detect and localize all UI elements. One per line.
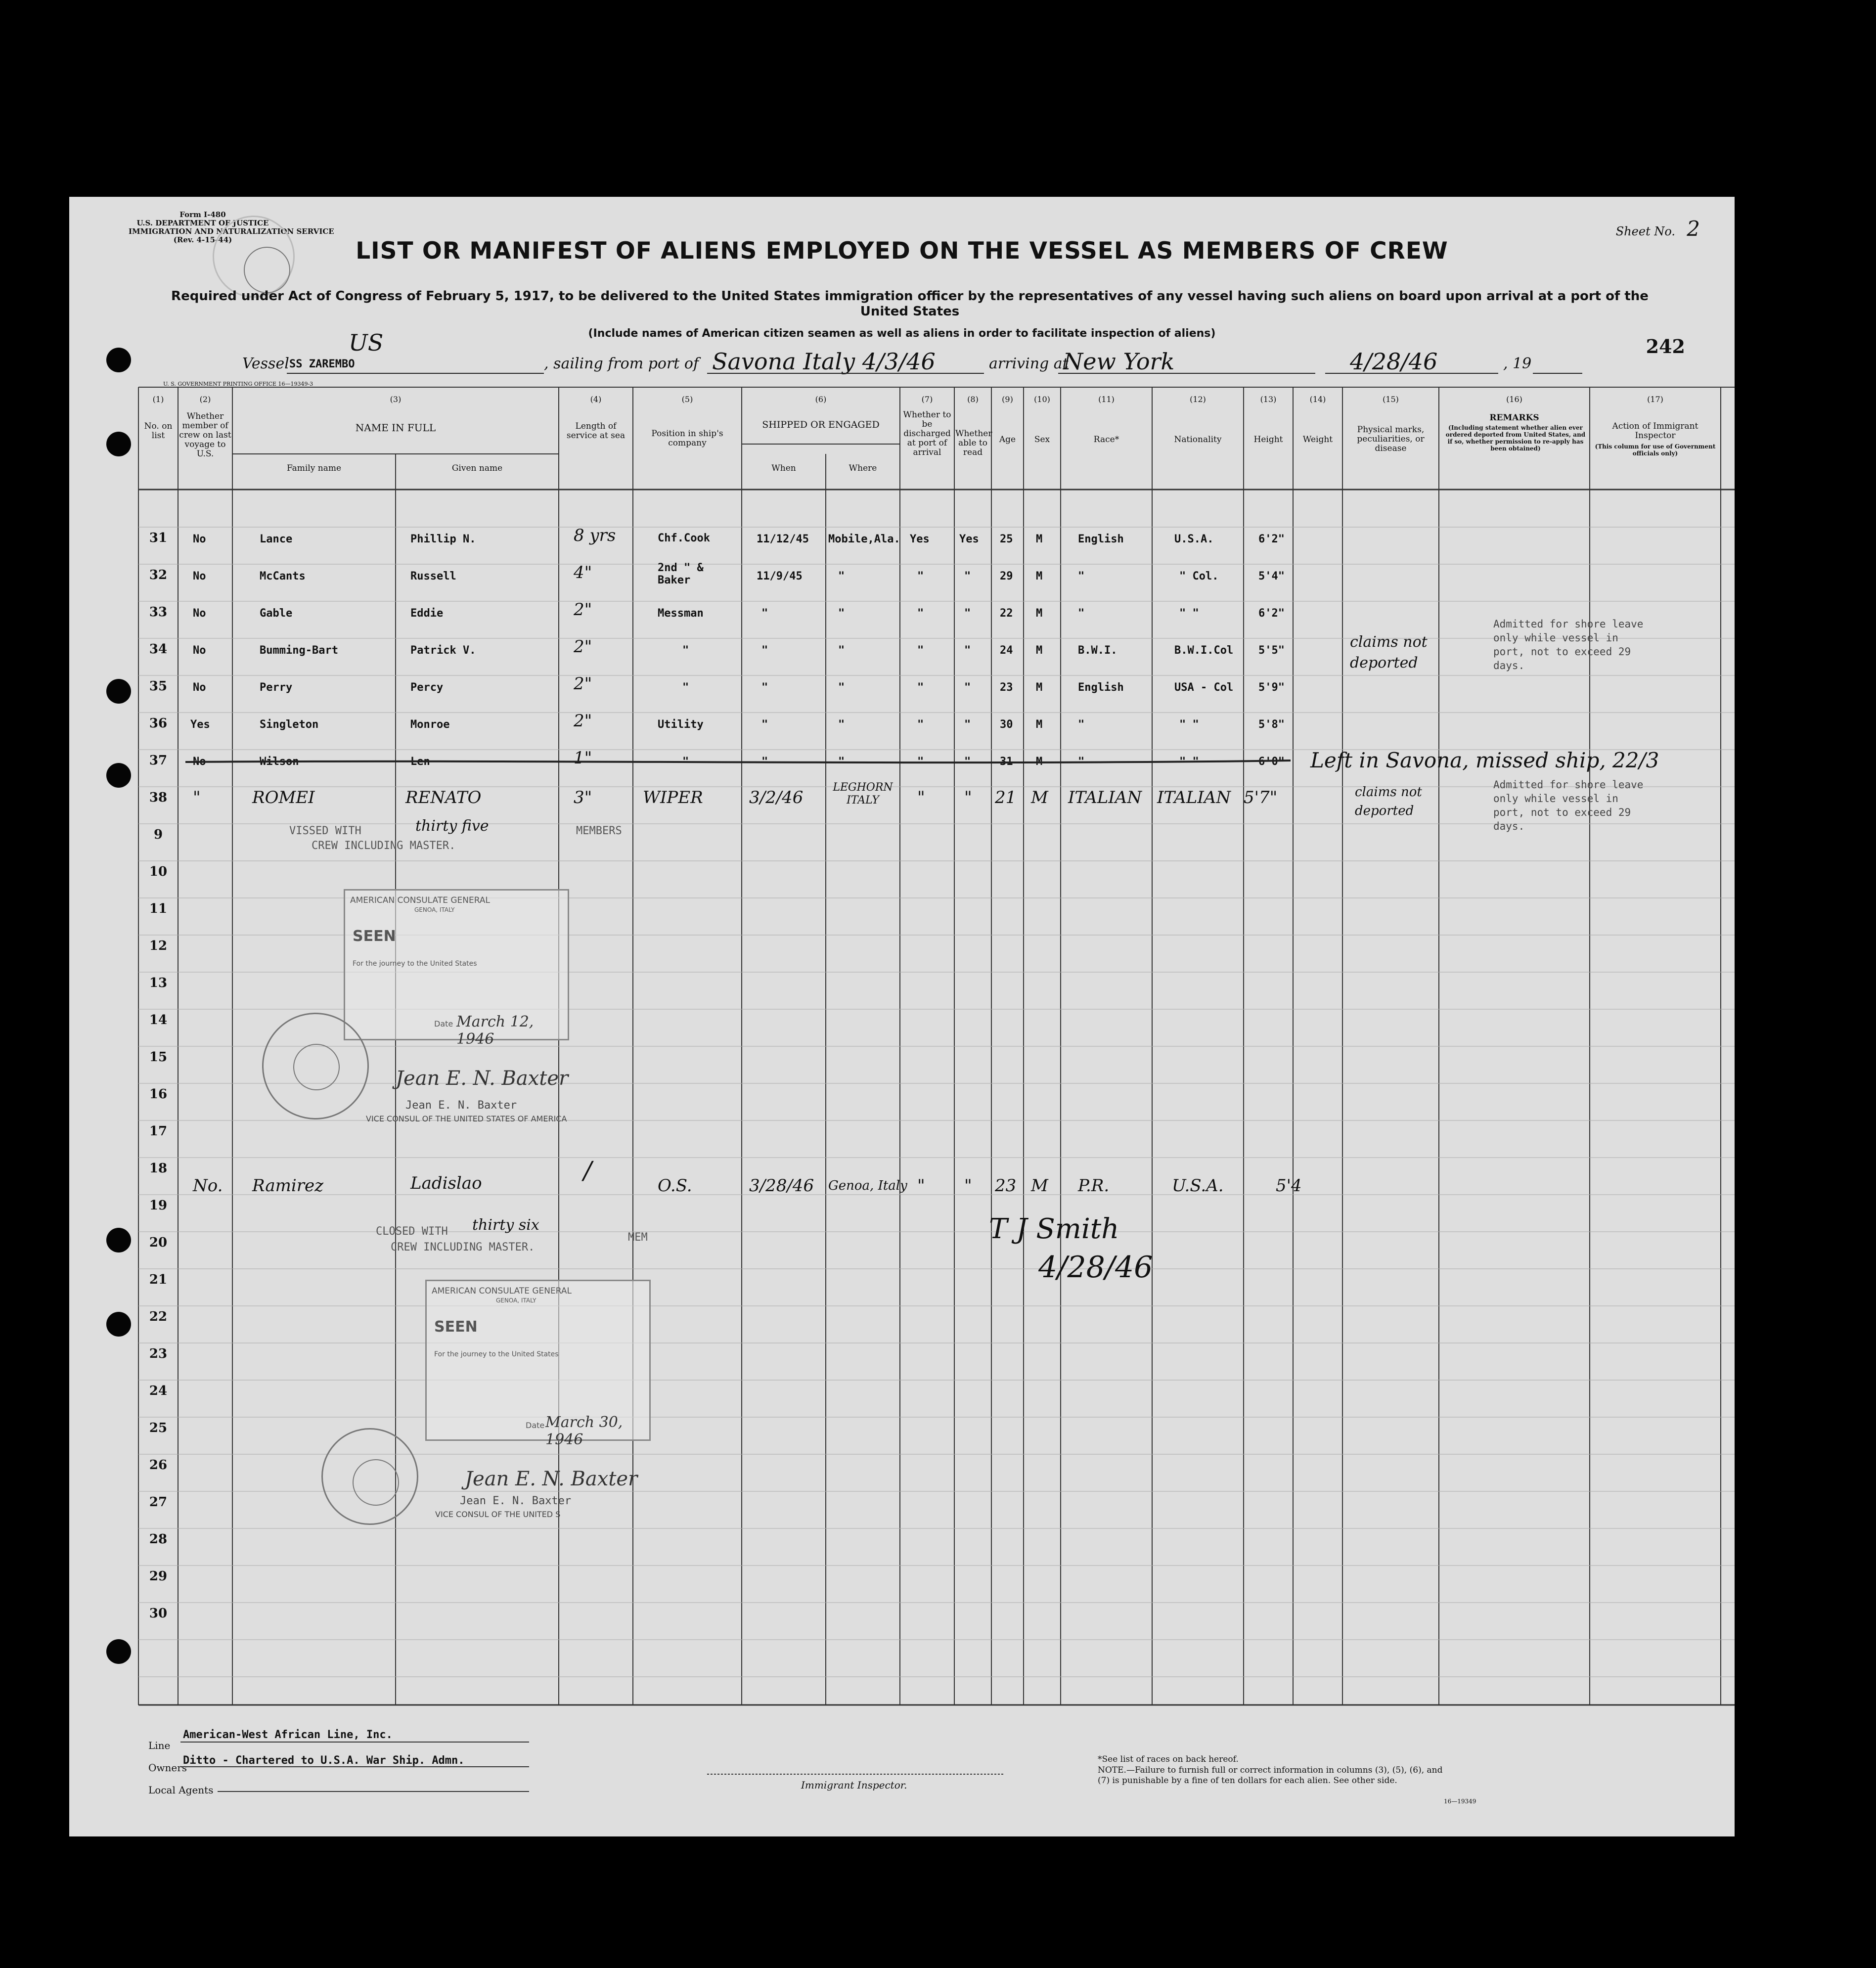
col-header-11: Race* <box>1093 435 1119 445</box>
colnum-4: (4) <box>590 395 602 404</box>
cell-discharged: " <box>917 1176 925 1196</box>
cell-family: McCants <box>260 570 306 582</box>
cell-discharged: Yes <box>910 533 930 545</box>
cell-discharged: " <box>917 644 924 657</box>
cell-given: Russell <box>410 570 456 582</box>
closed-with-members: MEM <box>628 1231 648 1244</box>
row-number: 32 <box>149 568 168 582</box>
consul-signature: Jean E. N. Baxter <box>465 1468 638 1490</box>
cell-when: " <box>761 718 768 731</box>
cell-where: Genoa, Italy <box>828 1178 907 1193</box>
cell-age: 23 <box>995 1176 1017 1196</box>
sailing-port: Savona Italy 4/3/46 <box>712 348 936 375</box>
row-number: 24 <box>149 1384 168 1398</box>
row-number: 15 <box>149 1050 168 1065</box>
cell-service: 2" <box>574 637 592 657</box>
closed-with-crew: CREW INCLUDING MASTER. <box>312 840 456 852</box>
cell-age: 29 <box>1000 570 1013 582</box>
cell-family: Gable <box>260 607 293 620</box>
cell-discharged: " <box>917 756 924 768</box>
cell-family: ROMEI <box>252 788 315 807</box>
punch-hole <box>106 679 131 704</box>
row-number: 12 <box>149 939 168 953</box>
stamp-header: AMERICAN CONSULATE GENERAL <box>350 895 490 905</box>
cell-race: B.W.I. <box>1078 644 1117 657</box>
penalty-note: NOTE.—Failure to furnish full or correct information in columns (3), (5), (6), and (7) is punishable by a fine of ten dollars for each alien. See other side. <box>1098 1765 1443 1786</box>
cell-sex: M <box>1036 644 1043 657</box>
vessel-name: SS ZAREMBO <box>289 358 355 370</box>
cell-sex: M <box>1031 788 1048 807</box>
cell-sex: M <box>1036 756 1043 768</box>
cell-nationality: B.W.I.Col <box>1174 644 1234 657</box>
row-number: 14 <box>149 1013 168 1028</box>
cell-height: 5'4 <box>1276 1176 1302 1196</box>
cell-when: " <box>761 681 768 694</box>
cell-race: ITALIAN <box>1068 788 1142 807</box>
row-number: 38 <box>149 790 168 805</box>
cell-height: 5'8" <box>1258 718 1285 731</box>
punch-hole <box>106 763 131 788</box>
stamp-date: March 12, 1946 <box>456 1013 534 1048</box>
cell-sex: M <box>1036 607 1043 620</box>
cell-age: 31 <box>1000 756 1013 768</box>
cell-race: English <box>1078 681 1124 694</box>
col-header-1: No. on list <box>144 421 173 441</box>
line-value: American-West African Line, Inc. <box>183 1729 393 1741</box>
cell-read: Yes <box>959 533 979 545</box>
cell-read: " <box>964 607 971 620</box>
col-header-17: Action of Immigrant Inspector <box>1612 421 1698 441</box>
sheet-number: 2 <box>1687 217 1700 241</box>
cell-position: WIPER <box>643 788 703 807</box>
cell-age: 23 <box>1000 681 1013 694</box>
colnum-9: (9) <box>1002 395 1013 404</box>
row-number: 9 <box>153 827 163 842</box>
colnum-3: (3) <box>390 395 402 404</box>
cell-read: " <box>964 681 971 694</box>
cell-discharged: " <box>917 788 925 807</box>
closed-with-crew: CREW INCLUDING MASTER. <box>391 1241 535 1253</box>
closed-with-count: thirty six <box>472 1216 539 1234</box>
cell-height: 5'5" <box>1258 644 1285 657</box>
row-number: 26 <box>149 1458 168 1473</box>
cell-height: 6'2" <box>1258 607 1285 620</box>
cell-prev: No <box>193 607 206 620</box>
cell-position: " <box>682 756 689 768</box>
page-subtitle: Required under Act of Congress of February 5, 1917, to be delivered to the United States immigration officer by the representatives of any vessel having such aliens on board upon arrival at a port of the United States <box>171 289 1649 319</box>
cell-sex: M <box>1036 570 1043 582</box>
col-header-3: NAME IN FULL <box>355 422 436 434</box>
year-label: , 19 <box>1503 355 1532 372</box>
colnum-1: (1) <box>152 395 164 404</box>
arrival-date: 4/28/46 <box>1350 348 1438 375</box>
physical-marks-note: claims not deported <box>1350 633 1428 671</box>
row-number: 30 <box>149 1606 168 1621</box>
cell-service: / <box>583 1156 592 1185</box>
colnum-10: (10) <box>1034 395 1050 404</box>
subheader-given: Given name <box>451 463 503 473</box>
physical-marks-note: claims not deported <box>1355 785 1422 818</box>
col-header-5: Position in ship's company <box>651 429 723 448</box>
cell-service: 8 yrs <box>574 526 616 545</box>
cell-race: " <box>1078 607 1085 620</box>
cell-prev: No <box>193 644 206 657</box>
row-number: 23 <box>149 1346 168 1361</box>
cell-prev: No <box>193 681 206 694</box>
cell-where: " <box>838 681 845 694</box>
consul-printed-name: Jean E. N. Baxter <box>460 1495 572 1507</box>
cell-family: Bumming-Bart <box>260 644 338 657</box>
col-header-16: REMARKS <box>1489 413 1539 423</box>
cell-given: Monroe <box>410 718 450 731</box>
col-header-6: SHIPPED OR ENGAGED <box>762 419 880 430</box>
arriving-port: New York <box>1063 348 1175 375</box>
service: IMMIGRATION AND NATURALIZATION SERVICE <box>129 227 334 236</box>
row-number: 22 <box>149 1309 168 1324</box>
colnum-5: (5) <box>681 395 693 404</box>
cell-race: " <box>1078 570 1085 582</box>
cell-given: Percy <box>410 681 444 694</box>
subheader-family: Family name <box>286 463 342 473</box>
cell-service: 2" <box>574 711 592 731</box>
department: U.S. DEPARTMENT OF JUSTICE <box>136 219 269 227</box>
closed-with-count: thirty five <box>415 817 489 835</box>
col-header-13: Height <box>1253 435 1283 445</box>
remarks-shore-leave: Admitted for shore leave only while vessel in port, not to exceed 29 days. <box>1493 618 1644 671</box>
page-title: LIST OR MANIFEST OF ALIENS EMPLOYED ON THE VESSEL AS MEMBERS OF CREW <box>356 237 1448 265</box>
cell-race: P.R. <box>1078 1176 1110 1196</box>
cell-service: 3" <box>574 788 592 807</box>
cell-when: " <box>761 607 768 620</box>
colnum-6: (6) <box>815 395 827 404</box>
row-number: 11 <box>149 901 168 916</box>
consul-printed-name: Jean E. N. Baxter <box>405 1099 517 1112</box>
colnum-17: (17) <box>1647 395 1663 404</box>
punch-hole <box>106 1639 131 1664</box>
row-number: 27 <box>149 1495 168 1510</box>
inspector-signature: T J Smith <box>989 1213 1119 1245</box>
cell-where: Mobile,Ala. <box>828 533 900 545</box>
cell-where: " <box>838 644 845 657</box>
consul-title: VICE CONSUL OF THE UNITED S <box>435 1510 561 1519</box>
cell-race: " <box>1078 718 1085 731</box>
cell-discharged: " <box>917 718 924 731</box>
cell-height: 5'4" <box>1258 570 1285 582</box>
cell-position: Messman <box>658 607 704 620</box>
stamp-seen: SEEN <box>353 928 396 945</box>
cell-sex: M <box>1036 718 1043 731</box>
manifest-sheet <box>69 197 1735 1836</box>
vessel-prefix: US <box>349 329 384 356</box>
cell-when: 3/2/46 <box>749 788 804 807</box>
col-header-12: Nationality <box>1174 435 1222 445</box>
owners-value: Ditto - Chartered to U.S.A. War Ship. Admn. <box>183 1754 465 1767</box>
stamp-city: GENOA, ITALY <box>496 1297 536 1304</box>
cell-read: " <box>964 756 971 768</box>
closed-with-label: CLOSED WITH <box>376 1225 448 1238</box>
col-header-14: Weight <box>1302 435 1333 445</box>
consul-signature: Jean E. N. Baxter <box>396 1067 569 1090</box>
col-header-7: Whether to be discharged at port of arrival <box>903 410 951 457</box>
remarks-note: (Including statement whether alien ever ordered deported from United States, and if so, whether permission to re-apply has been obtained) <box>1445 424 1586 452</box>
row-number: 25 <box>149 1421 168 1435</box>
col-header-2: Whether member of crew on last voyage to U.S. <box>179 411 231 459</box>
closed-with-members: MEMBERS <box>576 825 622 837</box>
subheader-when: When <box>771 463 796 473</box>
col-header-10: Sex <box>1034 435 1050 445</box>
row-number: 34 <box>149 642 168 657</box>
cell-where: " <box>838 607 845 620</box>
vessel-label: Vessel <box>242 355 289 372</box>
cell-read: " <box>964 1176 972 1196</box>
colnum-11: (11) <box>1098 395 1115 404</box>
cell-height: 5'9" <box>1258 681 1285 694</box>
cell-read: " <box>964 644 971 657</box>
row-number: 29 <box>149 1569 168 1584</box>
cell-given: Len <box>410 756 430 768</box>
cell-position: " <box>682 644 689 657</box>
stamp-header: AMERICAN CONSULATE GENERAL <box>432 1286 572 1296</box>
sailing-label: , sailing from port of <box>544 355 699 372</box>
cell-service: 1" <box>574 748 592 768</box>
cell-when: " <box>761 644 768 657</box>
cell-prev: No <box>193 570 206 582</box>
row-number: 21 <box>149 1272 168 1287</box>
cell-nationality: USA - Col <box>1174 681 1234 694</box>
row-number: 33 <box>149 605 168 620</box>
stamp-seen: SEEN <box>434 1318 478 1336</box>
cell-position: " <box>682 681 689 694</box>
colnum-12: (12) <box>1190 395 1206 404</box>
row-number: 13 <box>149 976 168 990</box>
row-number: 28 <box>149 1532 168 1547</box>
cell-prev: No. <box>193 1176 223 1196</box>
cell-nationality: " " <box>1179 756 1199 768</box>
col-header-15: Physical marks, peculiarities, or disease <box>1357 425 1425 453</box>
cell-prev: No <box>193 533 206 545</box>
cell-age: 24 <box>1000 644 1013 657</box>
form-number: Form I-480 <box>179 210 226 219</box>
cell-position: 2nd " & Baker <box>658 562 704 586</box>
colnum-8: (8) <box>967 395 979 404</box>
subheader-where: Where <box>849 463 877 473</box>
row-number: 18 <box>149 1161 168 1176</box>
cell-read: " <box>964 570 971 582</box>
closed-with-label: VISSED WITH <box>289 825 361 837</box>
cell-where: LEGHORN ITALY <box>833 781 893 806</box>
cell-given: Patrick V. <box>410 644 476 657</box>
row-number: 37 <box>149 753 168 768</box>
col-header-4: Length of service at sea <box>566 421 625 441</box>
cell-nationality: " " <box>1179 607 1199 620</box>
col-header-8: Whether able to read <box>955 429 992 457</box>
cell-given: Phillip N. <box>410 533 476 545</box>
cell-family: Singleton <box>260 718 319 731</box>
cell-sex: M <box>1036 533 1043 545</box>
inspector-date: 4/28/46 <box>1038 1250 1153 1285</box>
stamp-journey: For the journey to the United States <box>353 960 477 968</box>
row-number: 35 <box>149 679 168 694</box>
remarks-shore-leave: Admitted for shore leave only while vessel in port, not to exceed 29 days. <box>1493 779 1644 832</box>
cell-height: 6'0" <box>1258 756 1285 768</box>
cell-given: Ladislao <box>410 1173 482 1193</box>
colnum-7: (7) <box>921 395 933 404</box>
cell-family: Perry <box>260 681 293 694</box>
cell-prev: Yes <box>190 718 210 731</box>
cell-age: 25 <box>1000 533 1013 545</box>
cell-when: " <box>761 756 768 768</box>
cell-where: " <box>838 718 845 731</box>
row-number: 31 <box>149 531 168 545</box>
cell-service: 2" <box>574 674 592 694</box>
cell-when: 3/28/46 <box>749 1176 814 1196</box>
cell-height: 5'7" <box>1244 788 1278 807</box>
cell-where: " <box>838 756 845 768</box>
cell-when: 11/9/45 <box>757 570 803 582</box>
colnum-16: (16) <box>1506 395 1522 404</box>
cell-age: 21 <box>995 788 1017 807</box>
colnum-14: (14) <box>1309 395 1326 404</box>
punch-hole <box>106 348 131 372</box>
owners-label: Owners <box>148 1762 187 1774</box>
cell-height: 6'2" <box>1258 533 1285 545</box>
cell-nationality: U.S.A. <box>1172 1176 1224 1196</box>
cell-service: 2" <box>574 600 592 620</box>
cell-race: English <box>1078 533 1124 545</box>
cell-family: Lance <box>260 533 293 545</box>
cell-sex: M <box>1036 681 1043 694</box>
revision: (Rev. 4-15-44) <box>173 235 232 244</box>
action-note: (This column for use of Government officials only) <box>1595 443 1716 457</box>
cell-race: " <box>1078 756 1085 768</box>
punch-hole <box>106 432 131 456</box>
cell-read: " <box>964 788 972 807</box>
stamp-date-label: Date <box>526 1421 545 1430</box>
cell-given: Eddie <box>410 607 444 620</box>
row-number: 17 <box>149 1124 168 1139</box>
punch-hole <box>106 1312 131 1337</box>
cell-position: O.S. <box>658 1176 692 1196</box>
cell-discharged: " <box>917 681 924 694</box>
cell-nationality: U.S.A. <box>1174 533 1214 545</box>
row-number: 16 <box>149 1087 168 1102</box>
stamp-date: March 30, 1946 <box>545 1414 623 1448</box>
row-number: 20 <box>149 1235 168 1250</box>
row-number: 19 <box>149 1198 168 1213</box>
cell-nationality: " " <box>1179 718 1199 731</box>
colnum-13: (13) <box>1260 395 1277 404</box>
col-header-9: Age <box>999 435 1016 445</box>
cell-prev: No <box>193 756 206 768</box>
cell-read: " <box>964 718 971 731</box>
arriving-label: arriving at <box>989 355 1069 372</box>
stamp-journey: For the journey to the United States <box>434 1350 559 1358</box>
cell-nationality: " Col. <box>1179 570 1219 582</box>
page-subnote: (Include names of American citizen seamen as well as aliens in order to facilitate inspection of aliens) <box>588 327 1216 340</box>
punch-hole <box>106 1228 131 1252</box>
cell-service: 4" <box>574 563 592 582</box>
cell-family: Ramirez <box>252 1176 324 1196</box>
cell-discharged: " <box>917 570 924 582</box>
line-label: Line <box>148 1740 171 1751</box>
consul-title: VICE CONSUL OF THE UNITED STATES OF AMERICA <box>366 1114 567 1123</box>
cell-age: 30 <box>1000 718 1013 731</box>
row-number: 36 <box>149 716 168 731</box>
cell-position: Utility <box>658 718 704 731</box>
cell-sex: M <box>1031 1176 1048 1196</box>
colnum-2: (2) <box>199 395 211 404</box>
stamp-city: GENOA, ITALY <box>414 906 455 913</box>
serial-number: 242 <box>1646 335 1685 358</box>
row-number: 10 <box>149 864 168 879</box>
stamp-date-label: Date <box>434 1019 453 1029</box>
cell-family: Wilson <box>260 756 299 768</box>
cell-position: Chf.Cook <box>658 532 710 544</box>
colnum-15: (15) <box>1383 395 1399 404</box>
footer-underlines <box>69 197 1735 1836</box>
races-note: *See list of races on back hereof. <box>1098 1754 1239 1764</box>
printing-office: U. S. GOVERNMENT PRINTING OFFICE 16—19349-3 <box>163 381 313 387</box>
cell-given: RENATO <box>405 788 482 807</box>
local-agents-label: Local Agents <box>148 1784 214 1796</box>
cell-when: 11/12/45 <box>757 533 809 545</box>
cell-nationality: ITALIAN <box>1157 788 1231 807</box>
cell-age: 22 <box>1000 607 1013 620</box>
form-code: 16—19349 <box>1444 1798 1476 1805</box>
cell-where: " <box>838 570 845 582</box>
inspector-label: Immigrant Inspector. <box>801 1779 907 1791</box>
left-in-savona-note: Left in Savona, missed ship, 22/3 <box>1310 748 1659 772</box>
cell-prev: " <box>193 788 201 807</box>
cell-discharged: " <box>917 607 924 620</box>
sheet-label: Sheet No. <box>1615 224 1675 238</box>
